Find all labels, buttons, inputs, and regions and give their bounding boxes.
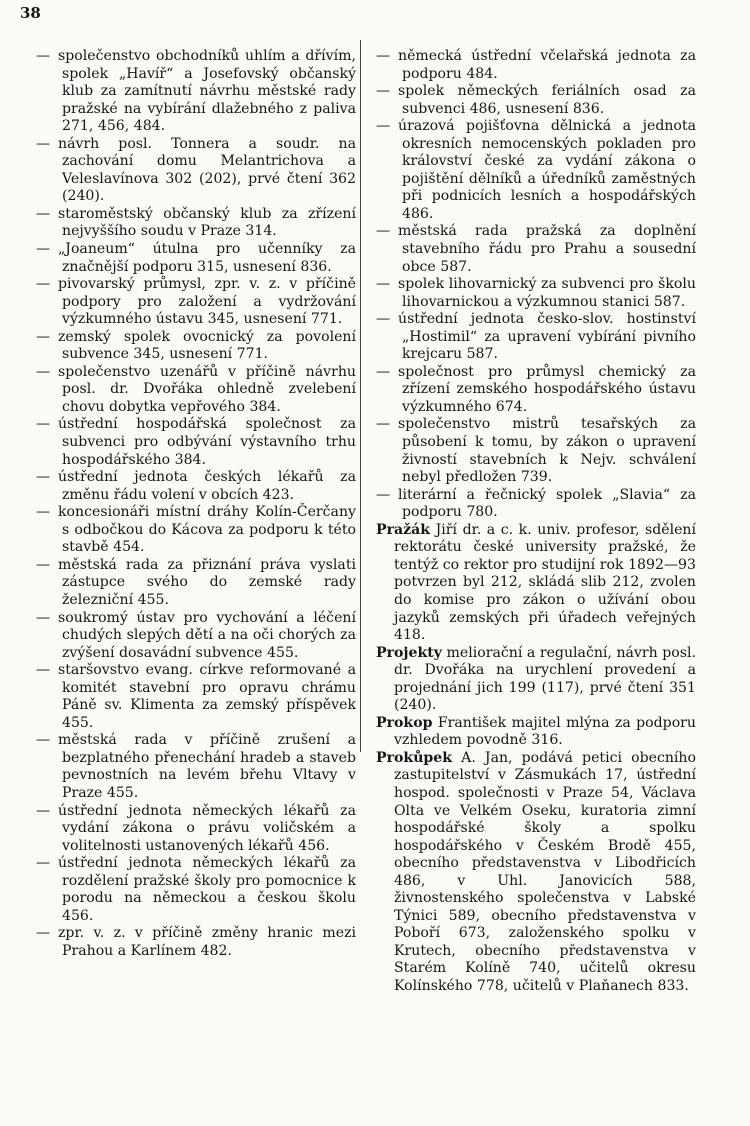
entry-text: staršovstvo evang. církve reformované a komitét stavební pro opravu chrámu Páně sv. Klimenta za zemský příspěvek 455. (58, 662, 356, 731)
entry-dash: — (36, 469, 51, 486)
index-heading-entry (376, 522, 696, 645)
entry-headword: Projekty (376, 644, 442, 661)
entry-text: společnost pro průmysl chemický za zřízení zemského hospodářského ústavu výzkumného 674. (398, 363, 696, 415)
entry-dash: — (376, 118, 391, 135)
left-column (36, 48, 356, 960)
entry-dash: — (36, 855, 51, 872)
entry-text: společenstvo mistrů tesařských za působení k tomu, by zákon o upravení živností stavebních k Nejv. schválení nebyl předložen 739. (398, 416, 696, 486)
entry-text: ústřední jednota českých lékařů za změnu řádu volení v obcích 423. (58, 469, 356, 503)
index-entry (376, 311, 696, 364)
index-entry (376, 83, 696, 118)
index-entry (36, 136, 356, 206)
index-entry (376, 118, 696, 223)
entry-text: Jiří dr. a c. k. univ. profesor, sdělení rektorátu české university pražské, že tentýž co rektor pro studijní rok 1892—93 potvrzen byl 212, skládá slib 212, zvolen do komise pro zákon o užívání obou jazyků zemských při úřadech veřejných 418. (394, 521, 696, 644)
entry-dash: — (36, 48, 51, 64)
entry-text: německá ústřední včelařská jednota za podporu 484. (398, 48, 696, 82)
entry-dash: — (376, 223, 391, 240)
entry-dash: — (376, 486, 391, 503)
entry-text: „Joaneum“ útulna pro učenníky za značnější podporu 315, usnesení 836. (58, 241, 356, 275)
entry-text: ústřední hospodářská společnost za subvenci pro odbývání výstavního trhu hospodářského 384. (58, 416, 356, 468)
index-entry (36, 610, 356, 663)
entry-text: meliorační a regulační, návrh posl. dr. Dvořáka na urychlení provedení a projednání jich 199 (117), prvé čtení 351 (240). (394, 644, 696, 714)
index-entry (36, 276, 356, 329)
entry-text: spolek německých feriálních osad za subvenci 486, usnesení 836. (398, 83, 696, 117)
entry-dash: — (376, 48, 391, 64)
entry-dash: — (36, 802, 51, 819)
index-entry (36, 662, 356, 732)
index-entry (36, 206, 356, 241)
entry-dash: — (36, 135, 51, 152)
entry-dash: — (376, 276, 391, 293)
entry-dash: — (36, 732, 51, 749)
entry-text: městská rada pražská za doplnění stavebního řádu pro Prahu a sousední obce 587. (398, 223, 696, 275)
column-divider (360, 40, 361, 752)
entry-headword: Prokůpek (376, 749, 453, 766)
index-entry (36, 48, 356, 136)
entry-text: soukromý ústav pro vychování a léčení chudých slepých dětí a na oči chorých za zvýšení dosavádní subvence 455. (58, 609, 356, 661)
entry-dash: — (36, 241, 51, 258)
entry-text: literární a řečnický spolek „Slavia“ za podporu 780. (398, 486, 696, 521)
entry-dash: — (376, 311, 391, 328)
page-number: 38 (20, 4, 41, 22)
entry-text: návrh posl. Tonnera a soudr. na zachování domu Melantrichova a Veleslavínova 302 (202), prvé čtení 362 (240). (58, 135, 356, 205)
entry-text: František majitel mlýna za podporu vzhledem povodně 316. (394, 714, 696, 749)
index-entry (36, 416, 356, 469)
index-heading-entry (376, 645, 696, 715)
index-entry (376, 48, 696, 83)
entry-dash: — (376, 416, 391, 433)
entry-dash: — (36, 363, 51, 380)
index-entry (36, 732, 356, 802)
entry-text: městská rada v příčině zrušení a bezplatného přenechání hradeb a staveb pevnostních na levém břehu Vltavy v Praze 455. (58, 732, 356, 801)
entry-headword: Pražák (376, 521, 431, 538)
index-entry (36, 241, 356, 276)
entry-dash: — (36, 328, 51, 345)
index-entry (376, 364, 696, 417)
entry-text: staroměstský občanský klub za zřízení nejvyššího soudu v Praze 314. (58, 205, 356, 240)
entry-dash: — (36, 556, 51, 573)
entry-dash: — (36, 662, 51, 679)
entry-headword: Prokop (376, 714, 433, 731)
index-entry (36, 803, 356, 856)
entry-text: pivovarský průmysl, zpr. v. z. v příčině podpory pro založení a vydržování výzkumného ústavu 345, usnesení 771. (58, 276, 356, 328)
entry-text: spolek lihovarnický za subvenci pro školu lihovarnickou a výzkumnou stanici 587. (398, 276, 696, 310)
entry-text: zpr. v. z. v příčině změny hranic mezi Prahou a Karlínem 482. (58, 925, 356, 959)
entry-text: zemský spolek ovocnický za povolení subvence 345, usnesení 771. (58, 328, 356, 363)
entry-dash: — (376, 363, 391, 380)
index-entry (376, 416, 696, 486)
entry-dash: — (36, 416, 51, 433)
index-entry (36, 855, 356, 925)
entry-text: ústřední jednota česko-slov. hostinství „Hostimil“ za upravení vybírání pivního krejcaru 587. (398, 311, 696, 363)
entry-text: společenstvo uzenářů v příčině návrhu posl. dr. Dvořáka ohledně zvelebení chovu dobytka vepřového 384. (58, 363, 356, 415)
entry-text: koncesionáři místní dráhy Kolín-Čerčany s odbočkou do Kácova za podporu k této stavbě 454. (58, 504, 356, 556)
entry-dash: — (36, 504, 51, 521)
entry-dash: — (36, 276, 51, 293)
index-entry (36, 469, 356, 504)
index-heading-entry (376, 750, 696, 996)
index-heading-entry (376, 715, 696, 750)
entry-text: ústřední jednota německých lékařů za vydání zákona o právu voličském a volitelnosti ustanovených lékařů 456. (58, 802, 356, 854)
index-entry (376, 276, 696, 311)
entry-text: městská rada za přiznání práva vyslati zástupce svého do zemské rady železniční 455. (58, 556, 356, 608)
right-column (376, 48, 696, 996)
index-entry (376, 223, 696, 276)
entry-dash: — (36, 925, 51, 942)
entry-text: A. Jan, podává petici obecního zastupitelství v Zásmukách 17, ústřední hospod. společnosti v Praze 54, Václava Olta ve Velkém Oseku, kuratoria zimní hospodářské školy a spolku hospodářského v Českém Brodě 455, obecního představenstva v Libodřicích 486, v Uhl. Janovicích 588, živnostenského společenstva v Labské Týnici 589, obecního představenstva v Poboří 673, založenského spolku v Krutech, obecního představenstva v Starém Kolíně 740, učitelů okresu Kolínského 778, učitelů v Plaňanech 833. (394, 749, 696, 994)
index-entry (36, 329, 356, 364)
entry-dash: — (36, 609, 51, 626)
index-entry (376, 487, 696, 522)
entry-text: úrazová pojišťovna dělnická a jednota okresních nemocenských pokladen pro království české za vydání zákona o pojištění dělníků a úředníků zaměstných při podnicích lesních a hospodářských 486. (398, 118, 696, 222)
index-entry (36, 925, 356, 960)
entry-text: ústřední jednota německých lékařů za rozdělení pražské školy pro pomocnice k porodu na německou a českou školu 456. (58, 855, 356, 924)
entry-dash: — (376, 83, 391, 100)
entry-dash: — (36, 205, 51, 222)
index-entry (36, 557, 356, 610)
index-entry (36, 504, 356, 557)
entry-text: společenstvo obchodníků uhlím a dřívím, spolek „Havíř“ a Josefovský občanský klub za zamítnutí návrhu městské rady pražské na vybírání dlažebného z paliva 271, 456, 484. (58, 48, 356, 135)
index-entry (36, 364, 356, 417)
